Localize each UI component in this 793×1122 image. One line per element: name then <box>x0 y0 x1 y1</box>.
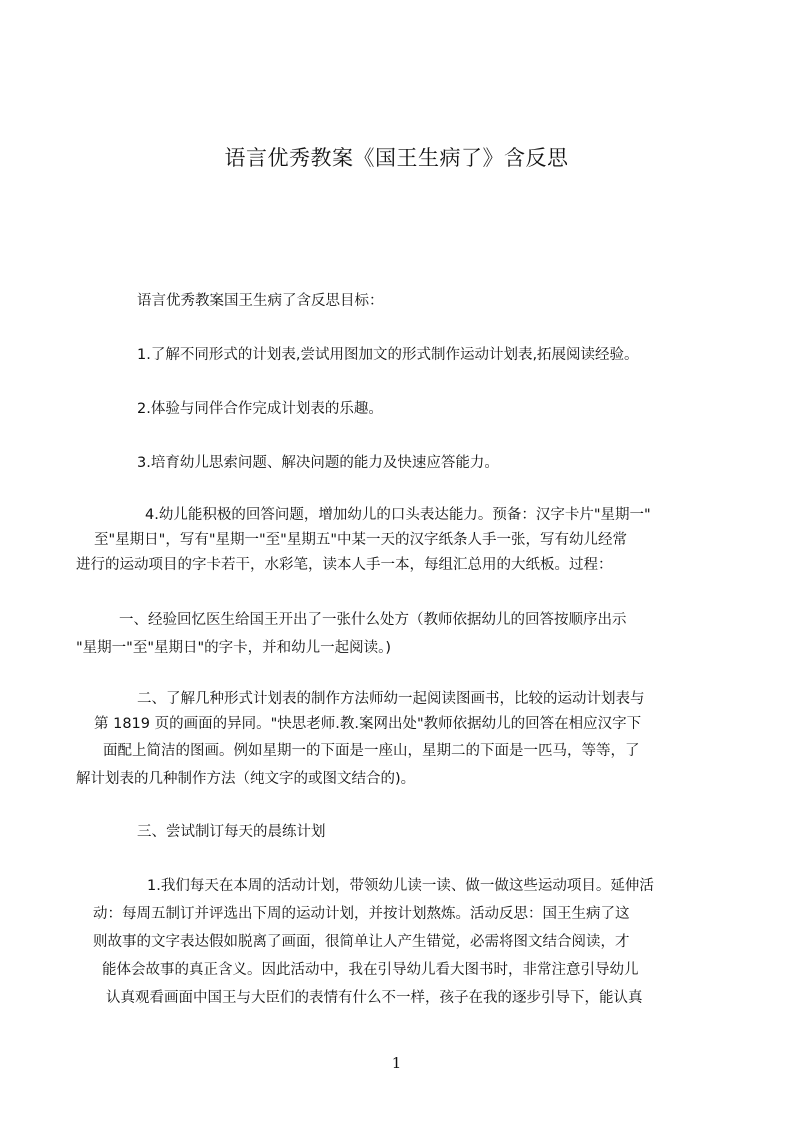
paragraph-line: 认真观看画面中国王与大臣们的表情有什么不一样，孩子在我的逐步引导下，能认真 <box>106 990 643 1006</box>
paragraph-line: 二、了解几种形式计划表的制作方法师幼一起阅读图画书，比较的运动计划表与 <box>137 691 645 707</box>
page-number: 1 <box>391 1054 402 1072</box>
document-title: 语言优秀教案《国王生病了》含反思 <box>224 146 569 170</box>
paragraph-line: 进行的运动项目的字卡若干，水彩笔，读本人手一本，每组汇总用的大纸板。过程： <box>76 557 613 573</box>
paragraph-line: 1.了解不同形式的计划表,尝试用图加文的形式制作运动计划表,拓展阅读经验。 <box>137 347 639 363</box>
paragraph-line: "星期一"至"星期日"的字卡，并和幼儿一起阅读。) <box>76 640 392 656</box>
paragraph-line: 3.培育幼儿思索问题、解决问题的能力及快速应答能力。 <box>137 455 499 471</box>
paragraph-line: 面配上简洁的图画。例如星期一的下面是一座山，星期二的下面是一匹马，等等，了 <box>103 743 640 759</box>
paragraph-line: 一、经验回忆医生给国王开出了一张什么处方（教师依据幼儿的回答按顺序出示 <box>119 612 627 628</box>
paragraph-line: 解计划表的几种制作方法（纯文字的或图文结合的)。 <box>76 771 416 787</box>
paragraph-line: 1.我们每天在本周的活动计划，带领幼儿读一读、做一做这些运动项目。延伸活 <box>147 878 654 894</box>
paragraph-line: 第 1819 页的画面的异同。"快思老师.教.案网出处"教师依据幼儿的回答在相应汉字下 <box>94 716 642 732</box>
paragraph-line: 动：每周五制订并评选出下周的运动计划，并按计划熬炼。活动反思：国王生病了这 <box>93 906 630 922</box>
paragraph-line: 能体会故事的真正含义。因此活动中，我在引导幼儿看大图书时，非常注意引导幼儿 <box>102 962 639 978</box>
paragraph-line: 语言优秀教案国王生病了含反思目标： <box>137 293 384 309</box>
paragraph-line: 则故事的文字表达假如脱离了画面，很简单让人产生错觉，必需将图文结合阅读，才 <box>93 934 630 950</box>
paragraph-line: 4.幼儿能积极的回答问题，增加幼儿的口头表达能力。预备：汉字卡片"星期一" <box>145 507 651 523</box>
paragraph-line: 三、尝试制订每天的晨练计划 <box>137 824 326 840</box>
paragraph-line: 至"星期日"，写有"星期一"至"星期五"中某一天的汉字纸条人手一张，写有幼儿经常 <box>94 532 628 548</box>
paragraph-line: 2.体验与同伴合作完成计划表的乐趣。 <box>137 401 383 417</box>
